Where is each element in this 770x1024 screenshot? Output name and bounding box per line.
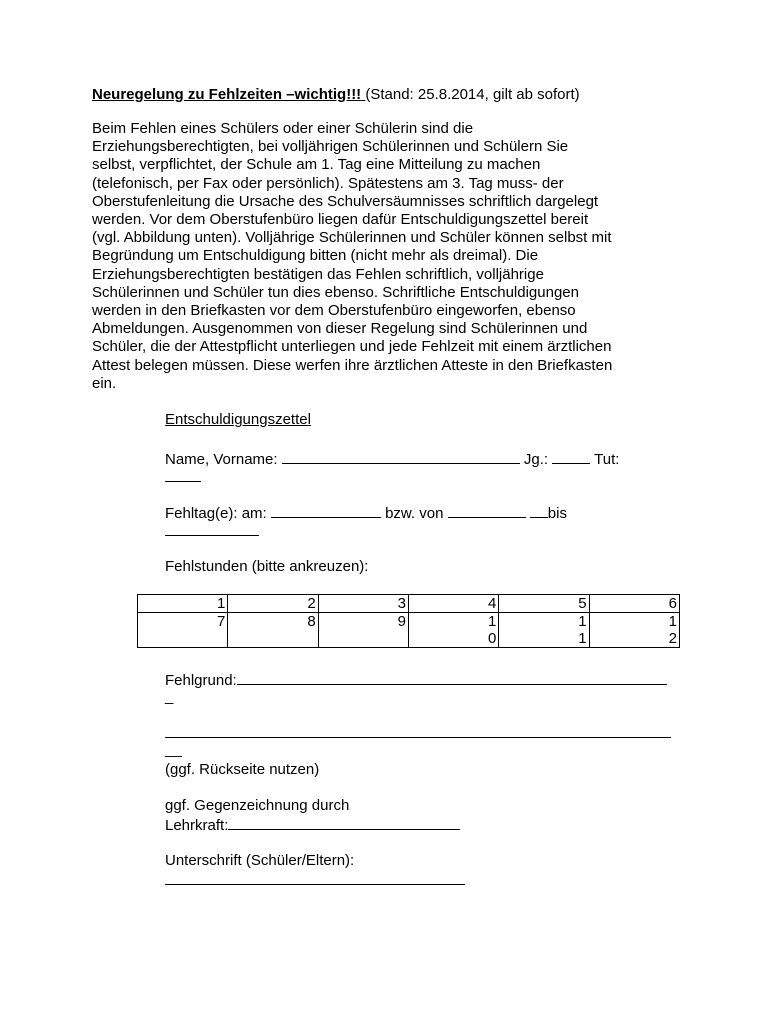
body-line: ein.: [92, 374, 117, 392]
body-line: selbst, verpflichtet, der Schule am 1. Tag eine Mitteilung zu machen: [92, 156, 541, 174]
body-line: werden. Vor dem Oberstufenbüro liegen dafür Entschuldigungszettel bereit: [92, 211, 589, 229]
bis-prefix-field: [530, 503, 548, 518]
lehrkraft-label: Lehrkraft:: [165, 817, 229, 834]
unterschrift-field[interactable]: [165, 870, 465, 885]
hour-cell[interactable]: [138, 613, 228, 648]
body-line: Erziehungsberechtigten bestätigen das Fehlen schriftlich, volljährige: [92, 265, 544, 283]
hour-cell[interactable]: [318, 613, 408, 648]
hour-cell[interactable]: [408, 613, 498, 648]
fehltag-label: Fehltag(e): am:: [165, 505, 267, 522]
fehlgrund-row: [165, 670, 667, 690]
hours-row-1: [138, 595, 680, 613]
fehlgrund-field-2[interactable]: [165, 723, 671, 738]
tut-label: Tut:: [594, 451, 620, 468]
fehlgrund-label: Fehlgrund:: [165, 672, 237, 689]
body-line: Begründung um Entschuldigung bitten (nicht mehr als dreimal). Die: [92, 247, 539, 265]
hour-cell-digit: 1: [668, 613, 677, 630]
body-paragraph: [92, 120, 682, 393]
body-line: Schülerinnen und Schüler tun dies ebenso. Schriftliche Entschuldigungen: [92, 283, 579, 301]
hour-cell-digit: 1: [578, 613, 587, 630]
title-heading: Neuregelung zu Fehlzeiten –wichtig!!!: [92, 86, 362, 103]
fehlgrund-line-2: [165, 723, 671, 743]
hour-cell[interactable]: 4: [408, 595, 498, 613]
hours-table: [137, 594, 680, 648]
bis-row: [165, 521, 259, 541]
unterschrift-label: Unterschrift (Schüler/Eltern):: [165, 852, 355, 869]
document-title: [92, 86, 692, 104]
body-line: Schüler, die der Attestpflicht unterliegen und jede Fehlzeit mit einem ärztlichen: [92, 338, 612, 356]
body-line: Beim Fehlen eines Schülers oder einer Schülerin sind die: [92, 120, 474, 137]
name-label: Name, Vorname:: [165, 451, 278, 468]
hour-cell-digit: 8: [307, 613, 316, 630]
hour-cell-digit: 1: [578, 630, 587, 647]
hour-cell[interactable]: [589, 613, 679, 648]
title-stand: (Stand: 25.8.2014, gilt ab sofort): [365, 86, 580, 103]
hour-cell[interactable]: 6: [589, 595, 679, 613]
fehlgrund-dash: _: [165, 688, 174, 705]
body-line: Oberstufenleitung die Ursache des Schulversäumnisses schriftlich dargelegt: [92, 192, 599, 210]
unterschrift-row: [165, 870, 465, 890]
hour-cell[interactable]: 2: [228, 595, 318, 613]
bis-field[interactable]: [165, 521, 259, 536]
fehlgrund-field[interactable]: [237, 670, 667, 685]
hour-cell[interactable]: [228, 613, 318, 648]
body-line: werden in den Briefkasten vor dem Oberstufenbüro eingeworfen, ebenso: [92, 302, 576, 320]
body-line: Attest belegen müssen. Diese werfen ihre ärztlichen Atteste in den Briefkasten: [92, 356, 613, 374]
jg-field[interactable]: [552, 449, 590, 464]
fehltag-row: [165, 503, 567, 523]
hour-cell-digit: 7: [216, 613, 226, 630]
body-line: Abmeldungen. Ausgenommen von dieser Regelung sind Schülerinnen und: [92, 320, 588, 338]
body-line: Erziehungsberechtigten, bei volljährigen Schülerinnen und Schülern Sie: [92, 138, 569, 156]
bzw-von-label: bzw. von: [385, 505, 444, 522]
bis-label: bis: [547, 505, 567, 522]
body-line: (vgl. Abbildung unten). Volljährige Schülerinnen und Schüler können selbst mit: [92, 229, 612, 247]
gegenzeichnung-label: ggf. Gegenzeichnung durch: [165, 797, 350, 814]
hour-cell[interactable]: 5: [499, 595, 589, 613]
hours-row-2: [138, 613, 680, 648]
tut-row: [165, 467, 201, 487]
form-title: Entschuldigungszettel: [165, 411, 311, 428]
hour-cell-digit: 1: [487, 613, 497, 630]
hour-cell[interactable]: [499, 613, 589, 648]
hour-cell-digit: 9: [397, 613, 406, 630]
hour-cell[interactable]: 1: [138, 595, 228, 613]
lehrkraft-row: [165, 815, 460, 835]
name-field[interactable]: [282, 449, 520, 464]
hour-cell[interactable]: 3: [318, 595, 408, 613]
lehrkraft-field[interactable]: [228, 815, 460, 830]
name-row: [165, 449, 619, 469]
fehlstunden-label: Fehlstunden (bitte ankreuzen):: [165, 558, 369, 575]
tut-field[interactable]: [165, 467, 201, 482]
body-line: (telefonisch, per Fax oder persönlich). Spätestens am 3. Tag muss- der: [92, 174, 564, 192]
hour-cell-digit: 2: [668, 630, 677, 647]
hour-cell-digit: 0: [487, 630, 497, 647]
von-field[interactable]: [448, 503, 526, 518]
rueckseite-note: (ggf. Rückseite nutzen): [165, 761, 320, 778]
fehltag-am-field[interactable]: [271, 503, 381, 518]
fehlgrund-dash-2: __: [165, 741, 182, 758]
jg-label: Jg.:: [523, 451, 549, 468]
